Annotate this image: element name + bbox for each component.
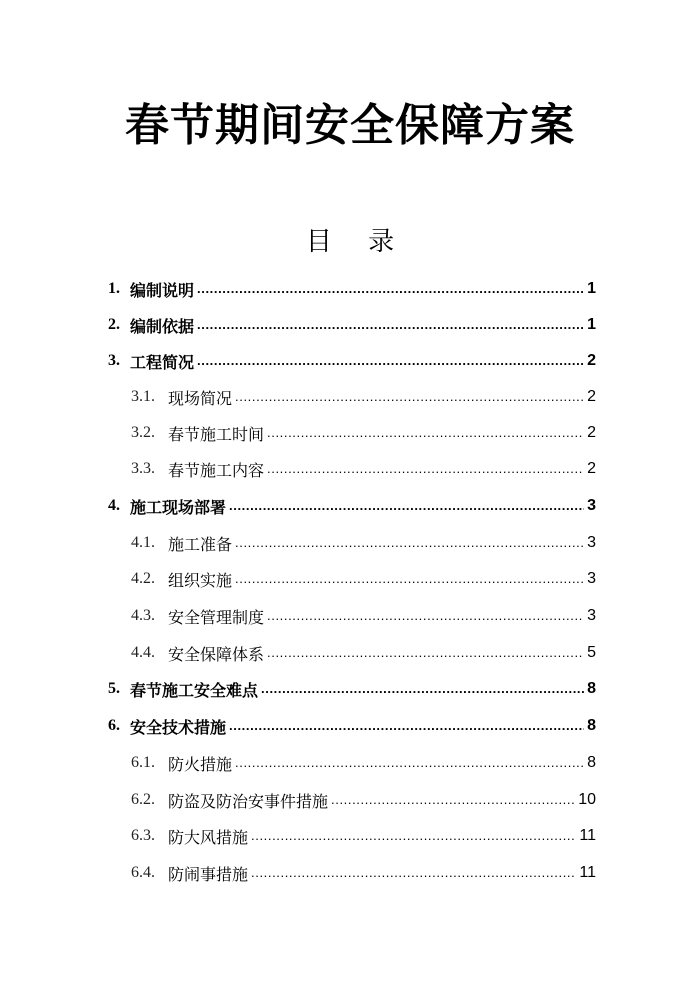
toc-heading: 目 录	[305, 227, 409, 257]
toc-leader-dots	[235, 570, 584, 588]
toc-entry-4-2[interactable]	[131, 561, 596, 597]
toc-leader-dots	[267, 644, 584, 662]
toc-entry-title: 防火措施	[168, 754, 233, 774]
toc-entry-page: 5	[587, 644, 596, 661]
toc-leader-dots	[229, 497, 584, 515]
toc-entry-page: 10	[578, 791, 596, 808]
toc-entry-4-1[interactable]	[131, 525, 596, 561]
toc-entry-number: 2.	[108, 316, 120, 333]
toc-entry-6-3[interactable]	[131, 818, 596, 854]
toc-entry-number: 3.2.	[131, 424, 155, 441]
toc-entry-number: 6.3.	[131, 827, 155, 844]
toc-entry-title: 安全技术措施	[130, 717, 227, 737]
toc-leader-dots	[235, 534, 584, 552]
toc-entry-3-2[interactable]	[131, 415, 596, 451]
toc-entry-page: 11	[579, 827, 596, 844]
toc-entry-page: 11	[579, 864, 596, 881]
toc-entry-4-4[interactable]	[131, 635, 596, 671]
toc-leader-dots	[197, 352, 584, 370]
toc-leader-dots	[267, 460, 584, 478]
toc-entry-number: 3.1.	[131, 388, 155, 405]
toc-entry-title: 编制说明	[130, 280, 195, 300]
toc-entry-number: 4.4.	[131, 644, 155, 661]
toc-entry-number: 6.2.	[131, 791, 155, 808]
toc-entry-6-2[interactable]	[131, 782, 596, 818]
toc-entry-3-1[interactable]	[131, 379, 596, 415]
toc-entry-title: 春节施工时间	[168, 424, 265, 444]
toc-entry-page: 3	[587, 570, 596, 587]
toc-leader-dots	[331, 791, 575, 809]
toc-entry-title: 工程简况	[130, 352, 195, 372]
toc-entry-number: 4.3.	[131, 607, 155, 624]
toc-entry-number: 6.	[108, 717, 120, 734]
toc-leader-dots	[261, 680, 584, 698]
toc-entry-6[interactable]	[108, 708, 596, 744]
toc-entry-page: 2	[587, 424, 596, 441]
toc-entry-number: 3.3.	[131, 460, 155, 477]
toc-entry-page: 2	[587, 388, 596, 405]
toc-entry-title: 防闹事措施	[168, 864, 249, 884]
toc-entry-title: 防大风措施	[168, 827, 249, 847]
toc-entry-page: 2	[587, 352, 596, 369]
toc-entry-page: 3	[587, 607, 596, 624]
toc-entry-3-3[interactable]	[131, 451, 596, 487]
toc-entry-number: 4.1.	[131, 534, 155, 551]
toc-entry-page: 8	[587, 754, 596, 771]
toc-entry-number: 6.1.	[131, 754, 155, 771]
toc-leader-dots	[267, 607, 584, 625]
toc-leader-dots	[229, 717, 584, 735]
toc-leader-dots	[267, 424, 584, 442]
toc-entry-4[interactable]	[108, 488, 596, 524]
toc-entry-page: 2	[587, 460, 596, 477]
toc-entry-page: 3	[587, 497, 596, 514]
toc-entry-1[interactable]	[108, 271, 596, 307]
toc-entry-number: 5.	[108, 680, 120, 697]
toc-entry-title: 施工准备	[168, 534, 233, 554]
toc-entry-number: 4.2.	[131, 570, 155, 587]
document-title: 春节期间安全保障方案	[125, 100, 575, 151]
toc-entry-page: 8	[587, 717, 596, 734]
toc-leader-dots	[235, 754, 584, 772]
toc-entry-title: 施工现场部署	[130, 497, 227, 517]
toc-entry-title: 组织实施	[168, 570, 233, 590]
toc-entry-number: 3.	[108, 352, 120, 369]
toc-leader-dots	[251, 864, 576, 882]
toc-entry-2[interactable]	[108, 307, 596, 343]
toc-entry-page: 8	[587, 680, 596, 697]
toc-entry-number: 6.4.	[131, 864, 155, 881]
toc-leader-dots	[197, 280, 584, 298]
toc-leader-dots	[235, 388, 584, 406]
toc-entry-6-4[interactable]	[131, 855, 596, 891]
toc-leader-dots	[251, 827, 576, 845]
toc-entry-title: 防盗及防治安事件措施	[168, 791, 329, 811]
toc-entry-page: 1	[587, 316, 596, 333]
toc-entry-title: 春节施工安全难点	[130, 680, 259, 700]
toc-entry-title: 编制依据	[130, 316, 195, 336]
toc-entry-3[interactable]	[108, 343, 596, 379]
toc-entry-number: 1.	[108, 280, 120, 297]
toc-leader-dots	[197, 316, 584, 334]
toc-entry-5[interactable]	[108, 671, 596, 707]
toc-entry-title: 春节施工内容	[168, 460, 265, 480]
toc-entry-page: 3	[587, 534, 596, 551]
toc-entry-number: 4.	[108, 497, 120, 514]
toc-entry-title: 安全保障体系	[168, 644, 265, 664]
toc-entry-6-1[interactable]	[131, 745, 596, 781]
toc-entry-title: 现场简况	[168, 388, 233, 408]
toc-entry-title: 安全管理制度	[168, 607, 265, 627]
toc-entry-4-3[interactable]	[131, 598, 596, 634]
toc-entry-page: 1	[587, 280, 596, 297]
